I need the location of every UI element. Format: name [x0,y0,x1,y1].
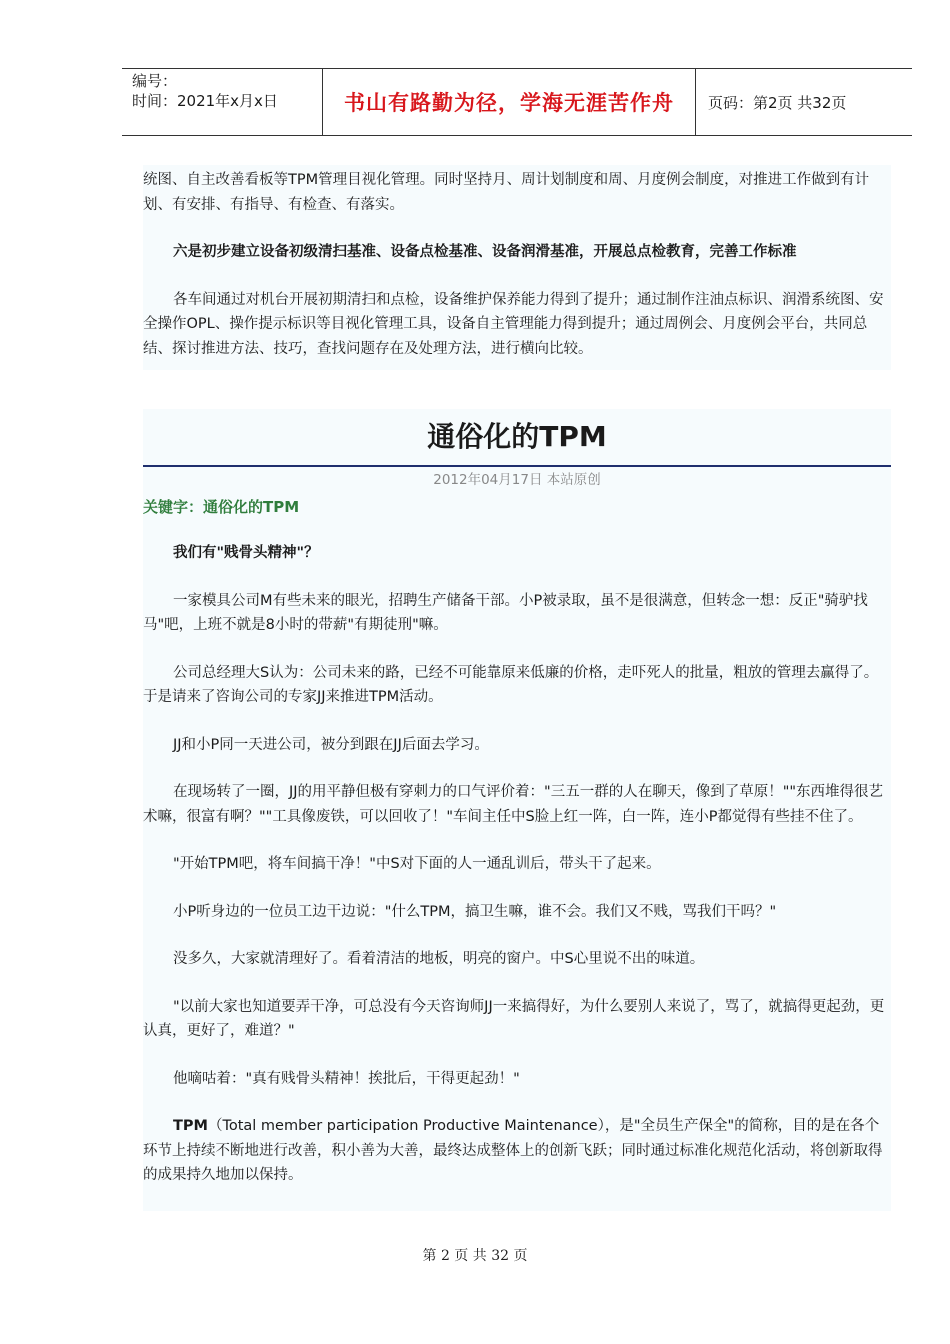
tpm-term: TPM [173,1118,208,1134]
article-dateline: 2012年04月17日 本站原创 [433,472,601,488]
article-paragraph: 一家模具公司M有些未来的眼光，招聘生产储备干部。小P被录取，虽不是很满意，但转念一想：反正"骑驴找马"吧，上班不就是8小时的带薪"有期徒刑"嘛。 [143,592,868,633]
article-paragraph: "以前大家也知道要弄干净，可总没有今天咨询师JJ一来搞得好，为什么要别人来说了，骂了，就搞得更起劲，更认真，更好了，难道？" [143,998,885,1039]
article-keywords: 关键字：通俗化的TPM [143,498,300,516]
intro-paragraph-1: 统图、自主改善看板等TPM管理目视化管理。同时坚持月、周计划制度和周、月度例会制度，对推进工作做到有计划、有安排、有指导、有检查、有落实。 [143,172,870,213]
header-page-info: 页码：第2页 共32页 [708,93,847,112]
section-heading-6: 六是初步建立设备初级清扫基准、设备点检基准、设备润滑基准，开展总点检教育，完善工作标准 [173,244,797,260]
article-title: 通俗化的TPM [427,420,607,453]
article-paragraph: "开始TPM吧，将车间搞干净！"中S对下面的人一通乱训后，带头干了起来。 [173,856,661,872]
header-meta-cell [122,69,323,135]
article-paragraph: 他嘀咕着："真有贱骨头精神！挨批后，干得更起劲！" [173,1070,520,1087]
serial-number-label: 编号： [132,72,178,90]
page-footer: 第 2 页 共 32 页 [422,1248,528,1264]
article-paragraph: 没多久，大家就清理好了。看着清洁的地板，明亮的窗户。中S心里说不出的味道。 [173,951,705,967]
article-question: 我们有"贱骨头精神"？ [173,545,319,561]
tpm-definition-text: （Total member participation Productive Maintenance），是"全员生产保全"的简称，目的是在各个环节上持续不断地进行改善，积小善为大善，最终达成整体上的创新飞跃；同时通过标准化规范化活动，将创新取得的成果持久地加以保持。 [143,1118,883,1183]
time-label: 时间：2021年x月x日 [132,92,278,110]
title-divider [143,465,891,467]
article-paragraph: JJ和小P同一天进公司，被分到跟在JJ后面去学习。 [173,736,489,753]
article-section [143,409,891,1211]
intro-paragraph-2: 各车间通过对机台开展初期清扫和点检，设备维护保养能力得到了提升；通过制作注油点标识、润滑系统图、安全操作OPL、操作提示标识等目视化管理工具，设备自主管理能力得到提升；通过周例会、月度例会平台，共同总结、探讨推进方法、技巧，查找问题存在及处理方法，进行横向比较。 [143,291,884,357]
article-paragraph: 公司总经理大S认为：公司未来的路，已经不可能靠原来低廉的价格，走吓死人的批量，粗放的管理去赢得了。于是请来了咨询公司的专家JJ来推进TPM活动。 [143,664,879,705]
article-paragraph: 在现场转了一圈，JJ的用平静但极有穿刺力的口气评价着："三五一群的人在聊天，像到了草原！""东西堆得很艺术嘛，很富有啊？""工具像废铁，可以回收了！"车间主任中S脸上红一阵，白一阵，连小P都觉得有些挂不住了。 [143,784,884,825]
header-motto: 书山有路勤为径，学海无涯苦作舟 [323,69,696,135]
article-paragraph: 小P听身边的一位员工边干边说："什么TPM，搞卫生嘛，谁不会。我们又不贱，骂我们干吗？" [173,903,777,920]
intro-section [143,165,891,370]
tpm-definition-paragraph [143,1114,891,1188]
page-header-table [122,68,912,136]
